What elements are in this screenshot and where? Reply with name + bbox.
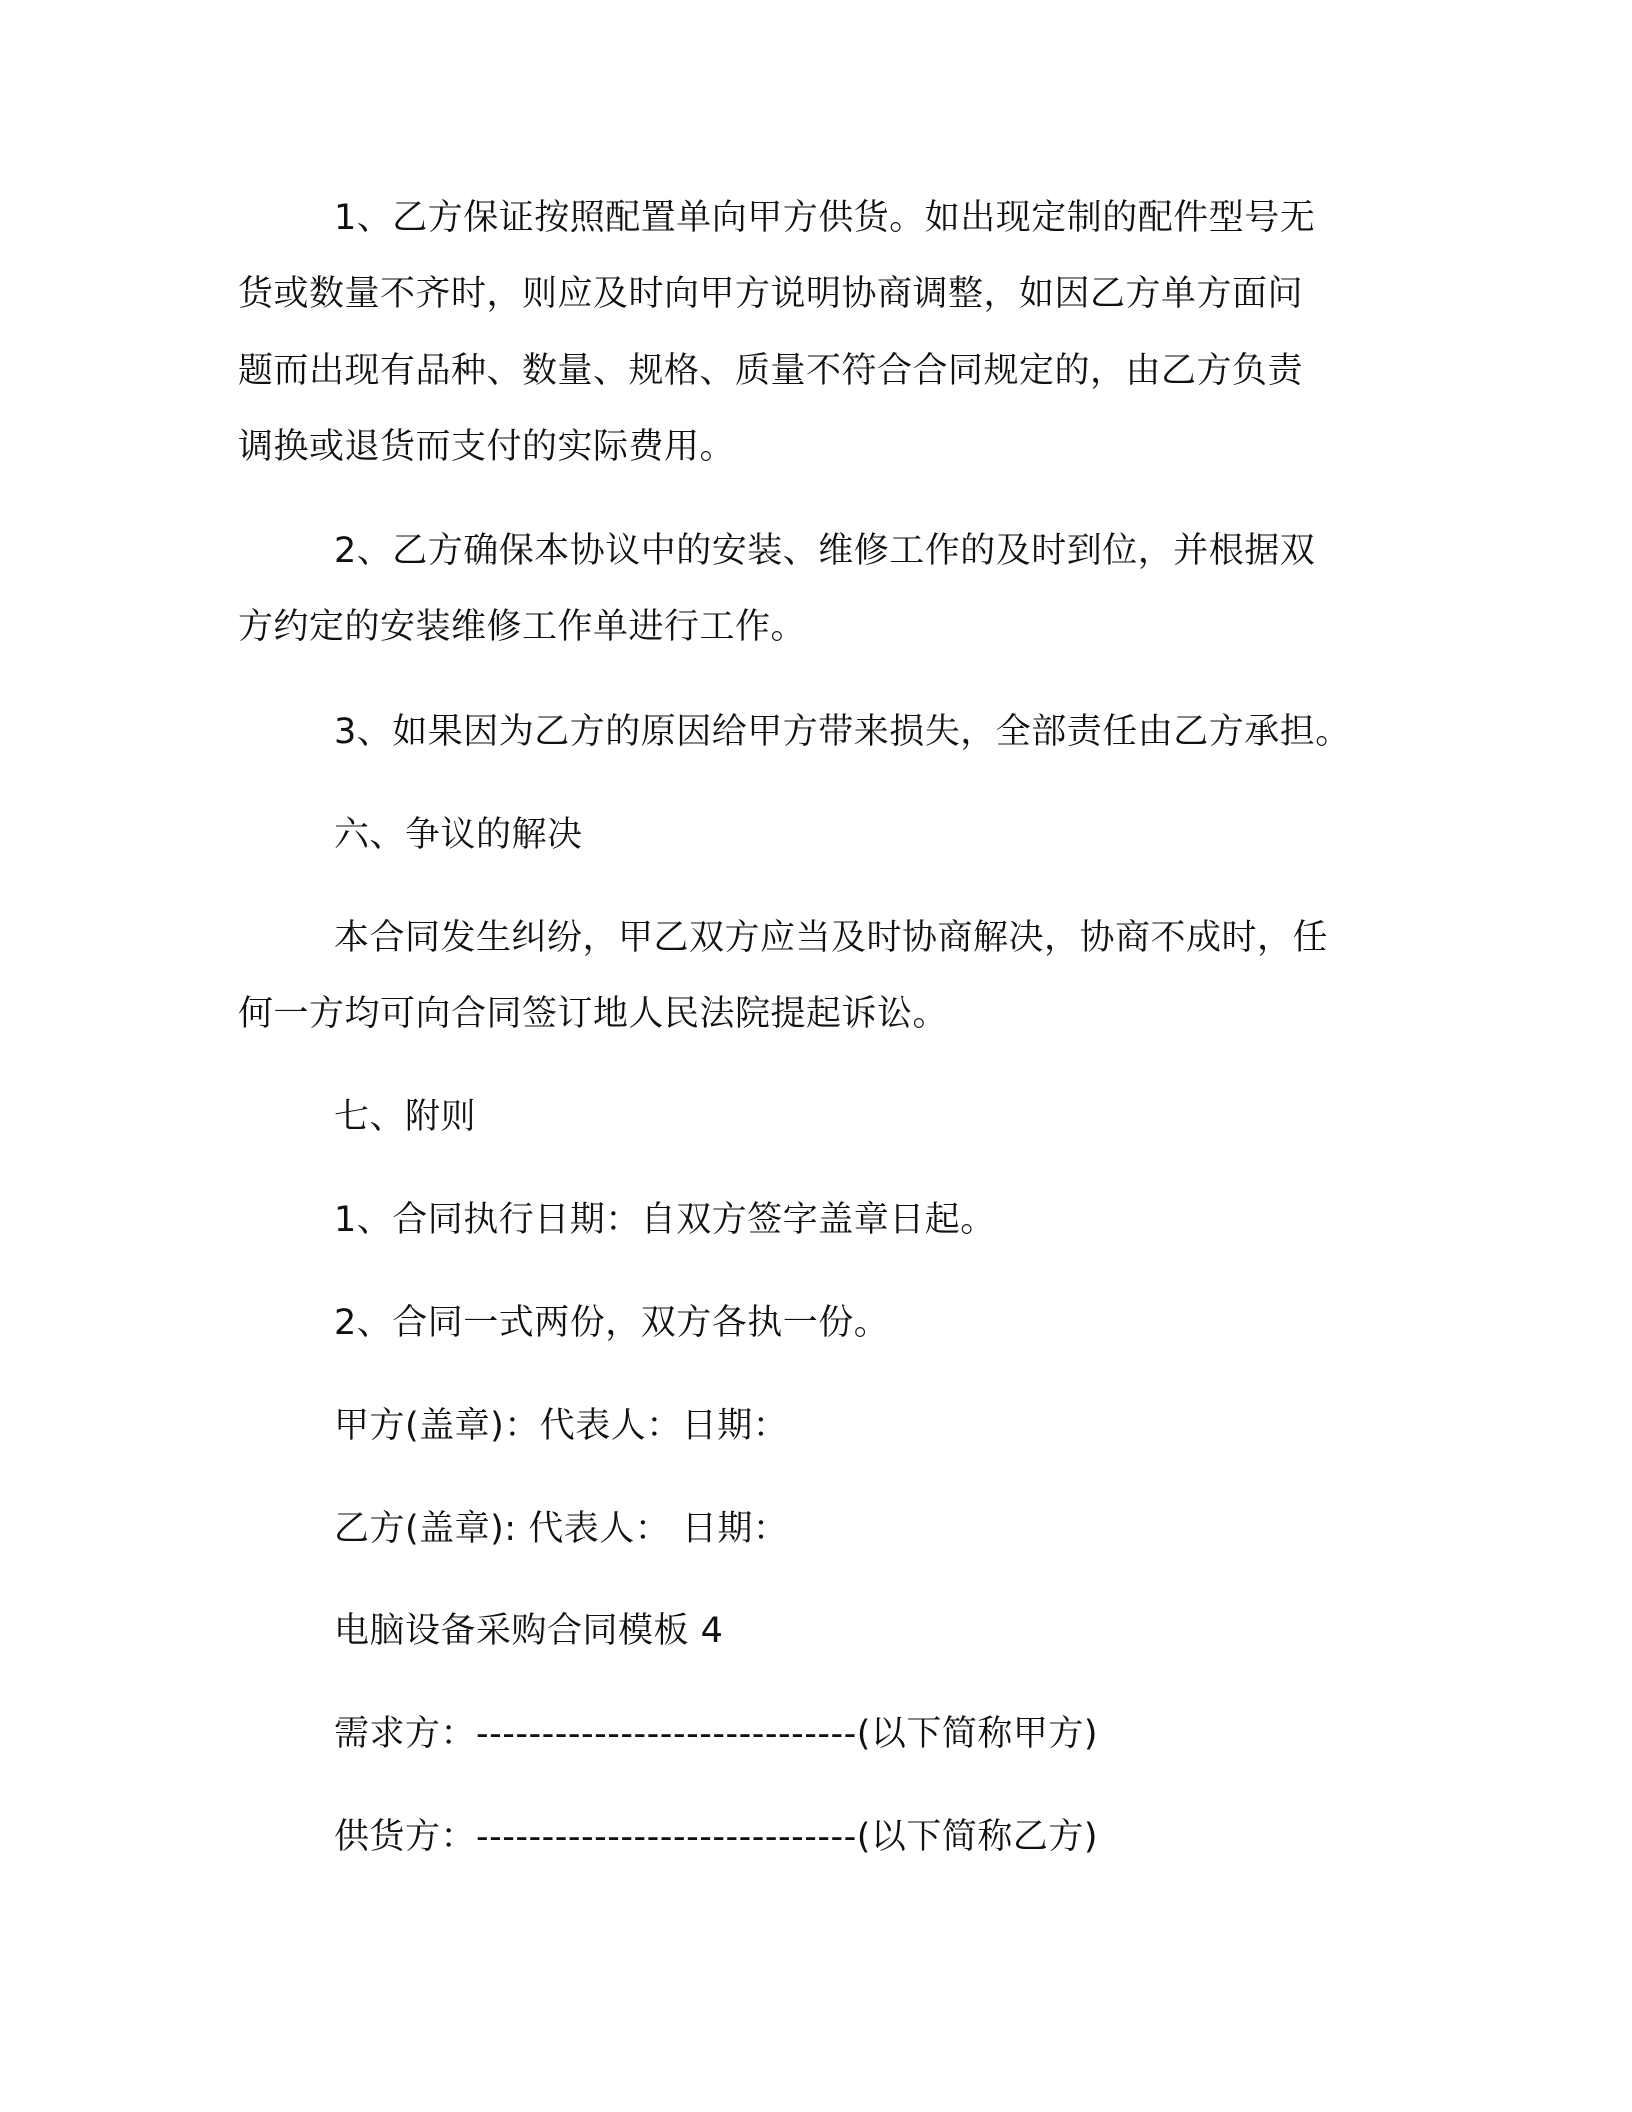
section-heading-dispute: 六、争议的解决	[334, 815, 583, 855]
paragraph-1-line-4: 调换或退货而支付的实际费用。	[238, 427, 736, 467]
paragraph-1-line-3: 题而出现有品种、数量、规格、质量不符合合同规定的，由乙方负责	[238, 351, 1304, 391]
template-title: 电脑设备采购合同模板 4	[334, 1611, 724, 1651]
paragraph-1-line-1: 1、乙方保证按照配置单向甲方供货。如出现定制的配件型号无	[334, 198, 1316, 238]
section-heading-appendix: 七、附则	[334, 1097, 477, 1137]
demand-party-line: 需求方：-----------------------------(以下简称甲方)	[334, 1714, 1099, 1754]
paragraph-2-line-1: 2、乙方确保本协议中的安装、维修工作的及时到位，并根据双	[334, 531, 1316, 571]
paragraph-5-line-1: 1、合同执行日期：自双方签字盖章日起。	[334, 1200, 996, 1240]
party-b-signature-line: 乙方(盖章): 代表人： 日期：	[334, 1509, 789, 1549]
paragraph-1-line-2: 货或数量不齐时，则应及时向甲方说明协商调整，如因乙方单方面问	[238, 274, 1304, 314]
paragraph-3-line-1: 3、如果因为乙方的原因给甲方带来损失，全部责任由乙方承担。	[334, 712, 1351, 752]
supplier-party-line: 供货方：-----------------------------(以下简称乙方)	[334, 1817, 1099, 1857]
paragraph-4-line-1: 本合同发生纠纷，甲乙双方应当及时协商解决，协商不成时，任	[334, 918, 1329, 958]
paragraph-6-line-1: 2、合同一式两份，双方各执一份。	[334, 1303, 890, 1343]
paragraph-4-line-2: 何一方均可向合同签订地人民法院提起诉讼。	[238, 994, 949, 1034]
party-a-signature-line: 甲方(盖章)：代表人：日期：	[334, 1406, 789, 1446]
paragraph-2-line-2: 方约定的安装维修工作单进行工作。	[238, 607, 807, 647]
